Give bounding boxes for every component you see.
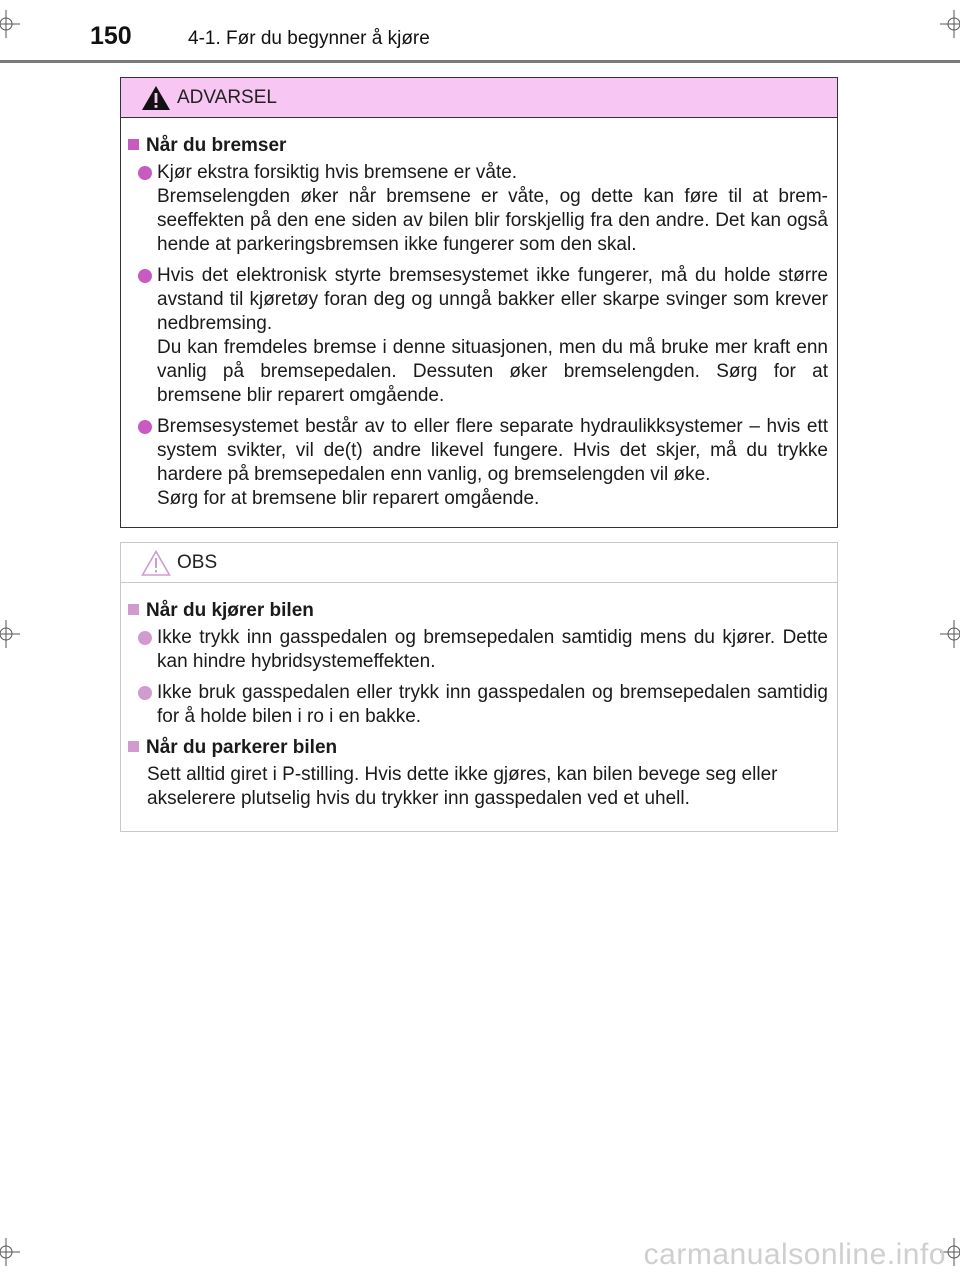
list-item <box>138 415 828 511</box>
page-number: 150 <box>90 22 132 50</box>
list-item <box>138 264 828 408</box>
notice-heading-text: Når du kjører bilen <box>146 600 314 621</box>
square-bullet-icon <box>128 741 139 752</box>
paragraph: Du kan fremdeles bremse i denne situasjonen, men du må bruke mer kraft enn vanlig på bremsepedalen. Dessuten øker bremselengden. Sørg for at bremsene blir reparert omgående. <box>157 337 828 406</box>
paragraph: Ikke bruk gasspedalen eller trykk inn gasspedalen og bremsepedalen samtidig for å holde bilen i ro i en bakke. <box>157 682 828 727</box>
paragraph: Bremselengden øker når bremsene er våte, og dette kan føre til at bremseeffekten på den ene siden av bilen blir forskjellig fra den andre. Det kan også hende at parkeringsbremsen ikke fungerer som den skal. <box>157 186 828 255</box>
warning-box-content <box>121 118 837 511</box>
warning-triangle-icon <box>141 85 171 111</box>
crop-mark-top-left <box>0 10 20 38</box>
list-item <box>138 161 828 257</box>
notice-box-label: OBS <box>177 552 218 573</box>
warning-heading-text: Når du bremser <box>146 135 287 156</box>
round-bullet-icon <box>138 420 152 434</box>
header-rule <box>0 60 960 63</box>
caution-triangle-outline-icon <box>141 550 171 576</box>
notice-box <box>120 542 838 832</box>
crop-mark-mid-left <box>0 620 20 648</box>
warning-box-label: ADVARSEL <box>177 87 277 108</box>
paragraph: Kjør ekstra forsiktig hvis bremsene er våte. <box>157 162 518 183</box>
notice-parking-paragraph <box>147 763 828 811</box>
paragraph: Sett alltid giret i P-stilling. Hvis dette ikke gjøres, kan bilen bevege seg eller akselerere plutselig hvis du trykker inn gasspedalen ved et uhell. <box>147 764 778 809</box>
notice-box-header <box>121 543 837 583</box>
square-bullet-icon <box>128 604 139 615</box>
list-item <box>138 626 828 674</box>
warning-box <box>120 77 838 528</box>
paragraph: Sørg for at bremsene blir reparert omgående. <box>157 488 540 509</box>
crop-mark-mid-right <box>940 620 960 648</box>
warning-box-header <box>121 78 837 118</box>
round-bullet-icon <box>138 686 152 700</box>
notice-box-content <box>121 583 837 811</box>
notice-heading-text: Når du parkerer bilen <box>146 737 338 758</box>
watermark: carmanualsonline.info <box>643 1238 946 1271</box>
square-bullet-icon <box>128 139 139 150</box>
list-item <box>138 681 828 729</box>
paragraph: Bremsesystemet består av to eller flere separate hydraulikksystemer – hvis ett system svikter, vil de(t) andre likevel fungere. Hvis det skjer, må du trykke hardere på bremsepedalen enn vanlig, og bremselengden vil øke. <box>157 416 828 485</box>
warning-heading <box>128 134 828 158</box>
paragraph: Hvis det elektronisk styrte bremsesystemet ikke fungerer, må du holde større avstand til kjøretøy foran deg og unngå bakker eller skarpe svinger som krever nedbremsing. <box>157 265 828 334</box>
crop-mark-bottom-left <box>0 1238 20 1266</box>
notice-heading-parking <box>128 736 828 760</box>
round-bullet-icon <box>138 631 152 645</box>
paragraph: Ikke trykk inn gasspedalen og bremsepedalen samtidig mens du kjører. Dette kan hindre hybridsystemeffekten. <box>157 627 828 672</box>
round-bullet-icon <box>138 166 152 180</box>
section-title: 4-1. Før du begynner å kjøre <box>188 28 430 49</box>
crop-mark-top-right <box>940 10 960 38</box>
round-bullet-icon <box>138 269 152 283</box>
notice-heading-driving <box>128 599 828 623</box>
